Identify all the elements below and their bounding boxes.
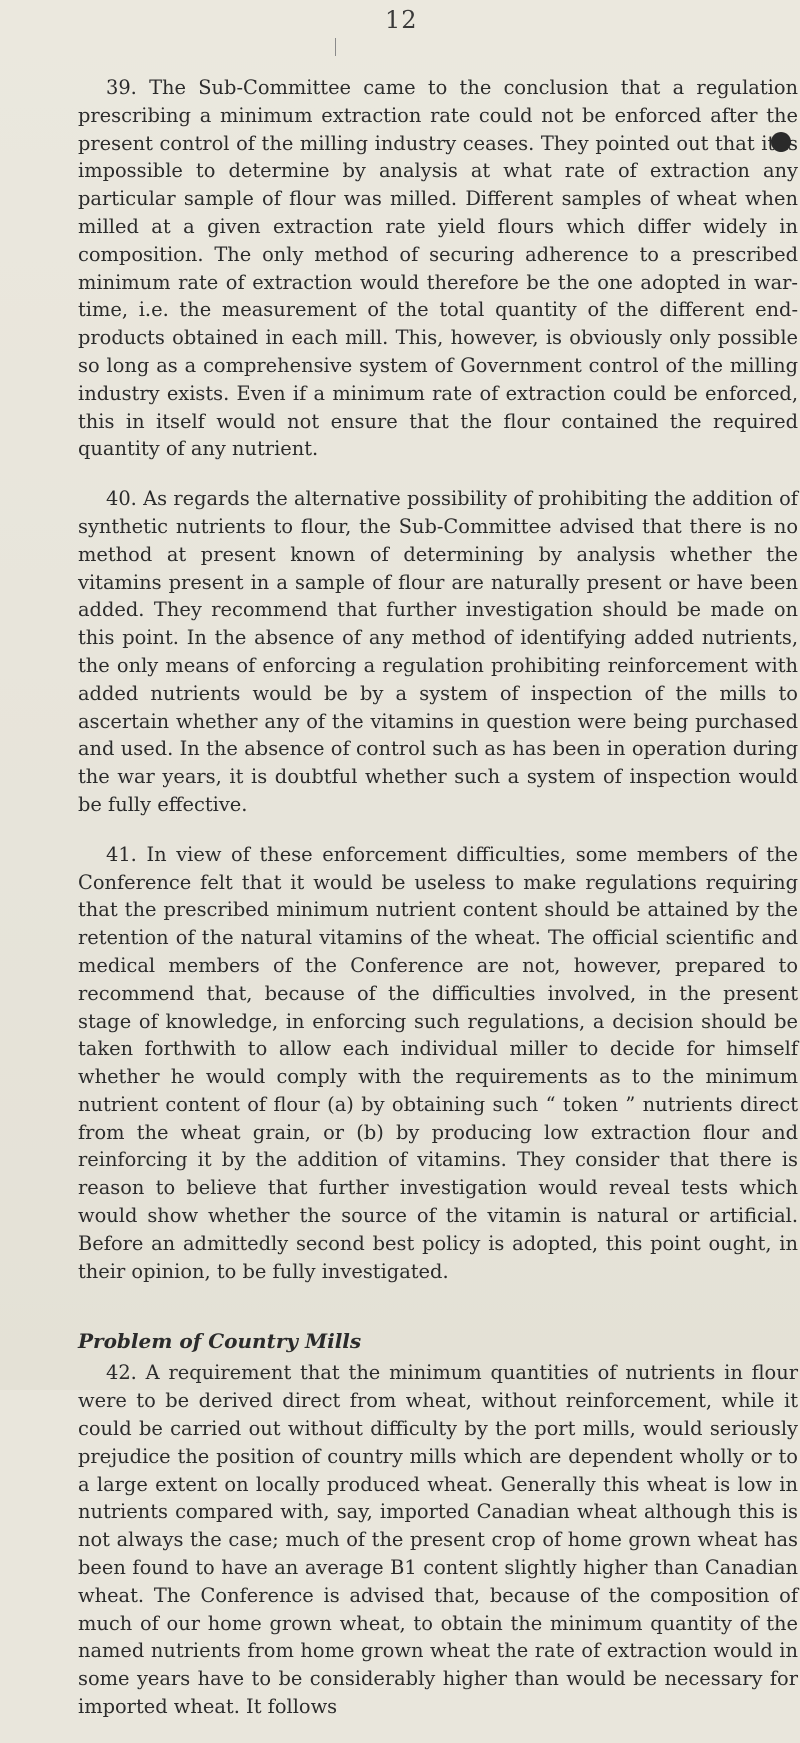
paragraph-42: [78, 1359, 798, 1720]
margin-mark: [335, 38, 336, 56]
page-number: 12: [385, 6, 418, 34]
paragraph-41: [78, 841, 798, 1286]
paragraph-text: A requirement that the minimum quantities of nutrients in flour were to be derived direct from wheat, without reinforcement, while it could be carried out without difficulty by the port mills, would seriously prejudice the position of country mills which are dependent wholly or to a large extent on locally produced wheat. Generally this wheat is low in nutrients compared with, say, imported Canadian wheat although this is not always the case; much of the present crop of home grown wheat has been found to have an average B1 content slightly higher than Canadian wheat. The Conference is advised that, because of the composition of much of our home grown wheat, to obtain the minimum quantity of the named nutrients from home grown wheat the rate of extraction would in some years have to be considerably higher than would be necessary for imported wheat. It follows: [78, 1361, 798, 1719]
paragraph-number: 39.: [106, 76, 137, 99]
paragraph-39: [78, 74, 798, 463]
section-heading: Problem of Country Mills: [78, 1329, 362, 1354]
paragraph-text: In view of these enforcement difficulties, some members of the Conference felt that it would be useless to make regulations requiring that the prescribed minimum nutrient content should be attained by the retention of the natural vitamins of the wheat. The official scientific and medical members of the Conference are not, however, prepared to recommend that, because of the difficulties involved, in the present stage of knowledge, in enforcing such regulations, a decision should be taken forthwith to allow each individual miller to decide for himself whether he would comply with the requirements as to the minimum nutrient content of flour (a) by obtaining such “ token ” nutrients direct from the wheat grain, or (b) by producing low extraction flour and reinforcing it by the addition of vitamins. They consider that there is reason to believe that further investigation would reveal tests which would show whether the source of the vitamin is natural or artificial. Before an admittedly second best policy is adopted, this point ought, in their opinion, to be fully investigated.: [78, 842, 798, 1283]
paragraph-number: 42.: [106, 1361, 137, 1385]
paragraph-text: As regards the alternative possibility of prohibiting the addition of synthetic nutrients to flour, the Sub-Committee advised that there is no method at present known of determining by analysis whether the vitamins present in a sample of flour are naturally present or have been added. They recommend that further investigation should be made on this point. In the absence of any method of identifying added nutrients, the only means of enforcing a regulation prohibiting reinforcement with added nutrients would be by a system of inspection of the mills to ascertain whether any of the vitamins in question were being purchased and used. In the absence of control such as has been in operation during the war years, it is doubtful whether such a system of inspection would be fully effective.: [78, 487, 798, 816]
paragraph-number: 40.: [106, 487, 137, 511]
paragraph-number: 41.: [106, 842, 137, 866]
paragraph-40: [78, 485, 798, 819]
body-text: [78, 74, 798, 1743]
paragraph-text: The Sub-Committee came to the conclusion that a regulation prescribing a minimum extraction rate could not be enforced after the present control of the milling industry ceases. They pointed out that it is impossible to determine by analysis at what rate of extraction any particular sample of flour was milled. Different samples of wheat when milled at a given extraction rate yield flours which differ widely in composition. The only method of securing adherence to a prescribed minimum rate of extraction would therefore be the one adopted in war-time, i.e. the measurement of the total quantity of the different end-products obtained in each mill. This, however, is obviously only possible so long as a comprehensive system of Government control of the milling industry exists. Even if a minimum rate of extraction could be enforced, this in itself would not ensure that the flour contained the required quantity of any nutrient.: [78, 76, 798, 461]
